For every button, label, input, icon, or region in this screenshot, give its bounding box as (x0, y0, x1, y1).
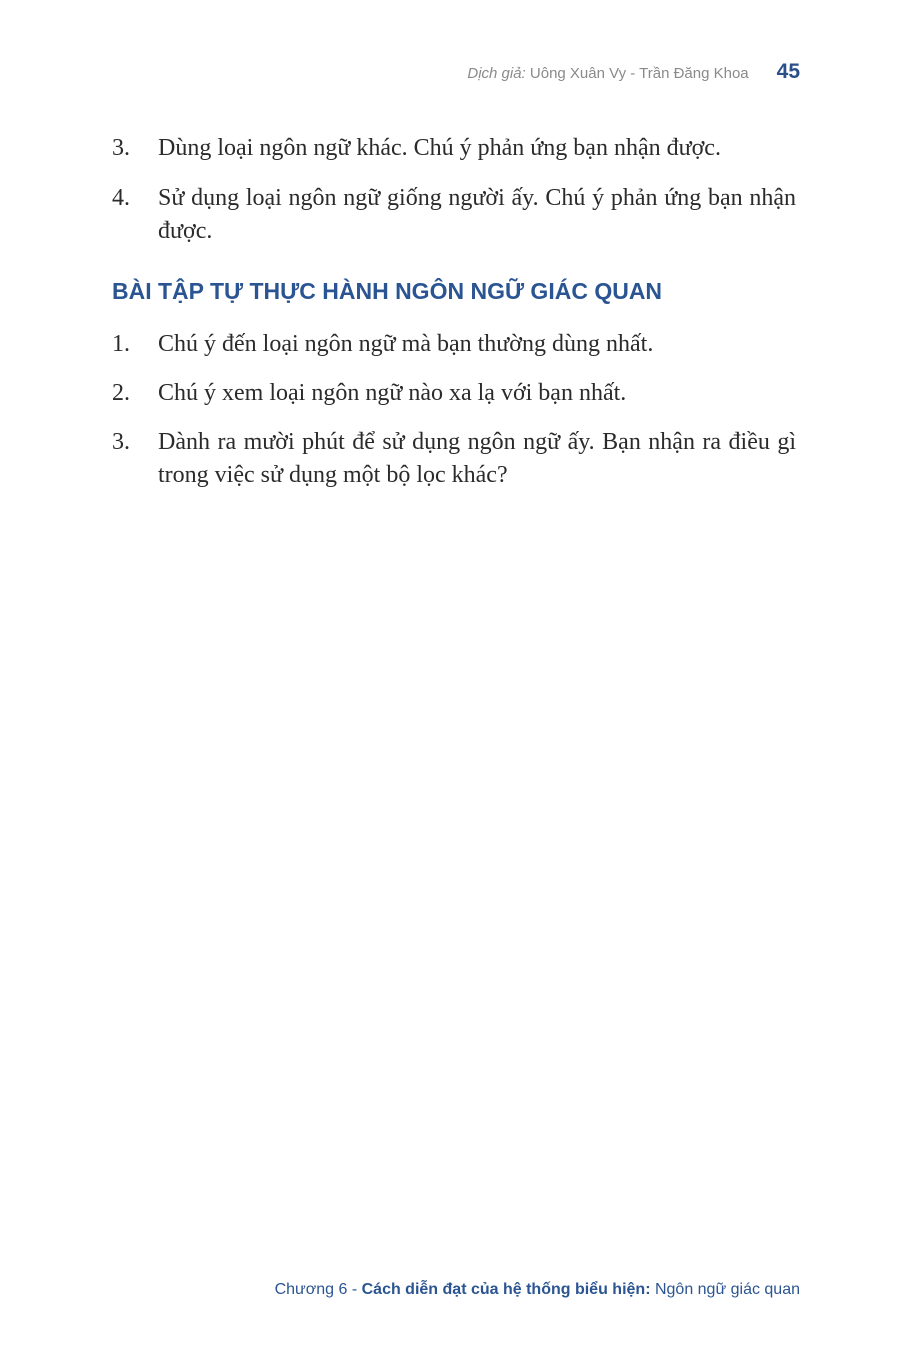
page-number: 45 (776, 60, 800, 83)
list-item (112, 377, 796, 410)
list-item-text: Dành ra mười phút để sử dụng ngôn ngữ ấy. Bạn nhận ra điều gì trong việc sử dụng một bộ lọc khác? (158, 429, 796, 488)
list-item-number: 3. (112, 429, 130, 455)
list-item (112, 182, 796, 248)
chapter-title: Cách diễn đạt của hệ thống biểu hiện: (361, 1281, 651, 1298)
list-item-text: Chú ý đến loại ngôn ngữ mà bạn thường dùng nhất. (158, 331, 654, 357)
list-item-number: 3. (112, 135, 130, 161)
running-footer (275, 1281, 800, 1299)
translator-names: Uông Xuân Vy - Trần Đăng Khoa (529, 65, 749, 82)
chapter-label: Chương 6 - (274, 1281, 362, 1298)
list-item-number: 2. (112, 380, 130, 406)
translator-label: Dịch giả: (467, 65, 526, 82)
list-item (112, 132, 796, 165)
list-item (112, 328, 796, 361)
list-item-number: 4. (112, 185, 130, 211)
list-item-text: Sử dụng loại ngôn ngữ giống người ấy. Chú ý phản ứng bạn nhận được. (158, 185, 796, 244)
section-heading: BÀI TẬP TỰ THỰC HÀNH NGÔN NGỮ GIÁC QUAN (112, 278, 663, 304)
list-item (112, 426, 796, 492)
list-item-text: Dùng loại ngôn ngữ khác. Chú ý phản ứng bạn nhận được. (158, 135, 721, 161)
running-header (467, 60, 800, 84)
translator-credit (467, 65, 748, 82)
list-item-number: 1. (112, 331, 130, 357)
list-item-text: Chú ý xem loại ngôn ngữ nào xa lạ với bạn nhất. (158, 380, 627, 406)
chapter-subtitle: Ngôn ngữ giác quan (650, 1281, 800, 1298)
